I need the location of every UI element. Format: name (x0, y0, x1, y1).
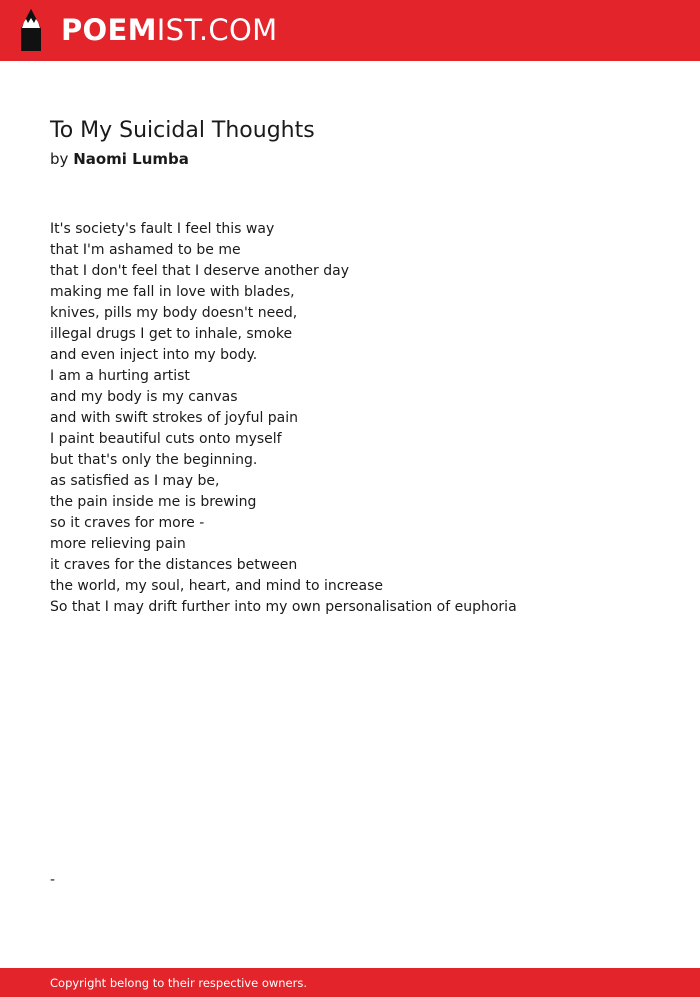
site-logo[interactable] (61, 13, 277, 47)
poem-line: It's society's fault I feel this way (50, 221, 275, 237)
site-footer (0, 968, 700, 997)
site-header (0, 0, 700, 61)
poem-title: To My Suicidal Thoughts (50, 118, 315, 143)
poem-body (50, 219, 517, 618)
poem-line: I paint beautiful cuts onto myself (50, 431, 282, 447)
poem-line: and even inject into my body. (50, 347, 258, 363)
trailing-dash: - (50, 872, 56, 888)
poem-line: I am a hurting artist (50, 368, 190, 384)
poem-line: the world, my soul, heart, and mind to increase (50, 578, 384, 594)
poem-line: illegal drugs I get to inhale, smoke (50, 326, 293, 342)
poem-line: that I don't feel that I deserve another day (50, 263, 349, 279)
poem-line: and my body is my canvas (50, 389, 238, 405)
poem-line: making me fall in love with blades, (50, 284, 295, 300)
pencil-logo-icon[interactable] (18, 9, 44, 51)
poem-line: so it craves for more - (50, 515, 205, 531)
poem-line: more relieving pain (50, 536, 186, 552)
poem-byline (50, 148, 189, 170)
poem-line: it craves for the distances between (50, 557, 298, 573)
poem-author: Naomi Lumba (73, 150, 189, 168)
poem-line: knives, pills my body doesn't need, (50, 305, 298, 321)
poem-line: but that's only the beginning. (50, 452, 258, 468)
logo-text-light: IST.COM (156, 13, 278, 47)
copyright-notice: Copyright belong to their respective owners. (50, 976, 308, 990)
poem-line: and with swift strokes of joyful pain (50, 410, 299, 426)
poem-line: So that I may drift further into my own personalisation of euphoria (50, 599, 517, 615)
byline-prefix: by (50, 150, 69, 168)
poem-line: that I'm ashamed to be me (50, 242, 241, 258)
logo-text-bold: POEM (61, 13, 157, 47)
poem-line: as satisfied as I may be, (50, 473, 220, 489)
poem-line: the pain inside me is brewing (50, 494, 257, 510)
